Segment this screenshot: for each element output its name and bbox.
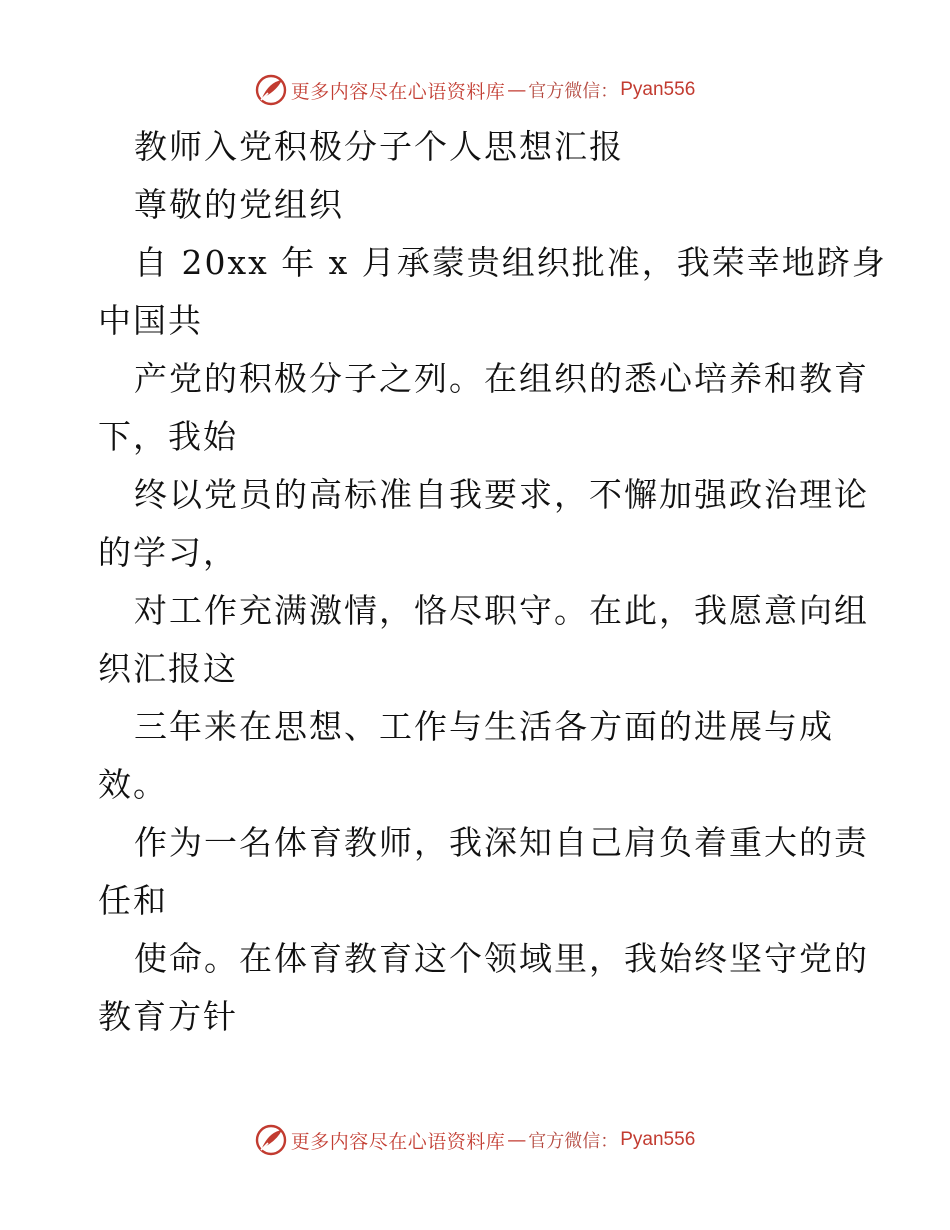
paragraph-line: 教育方针 (98, 997, 238, 1036)
watermark-dash: — (507, 1129, 527, 1151)
paragraph-line: 产党的积极分子之列。在组织的悉心培养和教育 (134, 359, 869, 398)
paragraph-line: 效。 (98, 765, 168, 804)
salutation: 尊敬的党组织 (134, 185, 344, 224)
quill-logo-icon (255, 74, 287, 106)
paragraph-line: 使命。在体育教育这个领域里，我始终坚守党的 (134, 939, 869, 978)
watermark-header (0, 70, 950, 110)
paragraph-line: 的学习， (98, 533, 238, 572)
paragraph-line: 下，我始 (98, 417, 238, 456)
paragraph-line: 对工作充满激情，恪尽职守。在此，我愿意向组 (134, 591, 869, 630)
paragraph-line: 三年来在思想、工作与生活各方面的进展与成 (134, 707, 834, 746)
watermark-footer (0, 1120, 950, 1160)
document-body (98, 118, 887, 1046)
watermark-wechat-id: Pyan556 (620, 79, 696, 100)
watermark-wechat-id: Pyan556 (620, 1129, 696, 1150)
paragraph-line: 任和 (98, 881, 168, 920)
paragraph-line: 中国共 (98, 301, 203, 340)
document-title: 教师入党积极分子个人思想汇报 (134, 127, 624, 166)
watermark-text: 更多内容尽在心语资料库 (290, 80, 506, 103)
watermark-dash: — (507, 79, 527, 101)
paragraph-line: 自 20xx 年 x 月承蒙贵组织批准，我荣幸地跻身 (134, 243, 887, 282)
watermark-official-label: 官方微信： (528, 1131, 619, 1152)
paragraph-line: 终以党员的高标准自我要求，不懈加强政治理论 (134, 475, 869, 514)
paragraph-line: 作为一名体育教师，我深知自己肩负着重大的责 (134, 823, 869, 862)
watermark-official-label: 官方微信： (528, 81, 619, 102)
watermark-text: 更多内容尽在心语资料库 (290, 1130, 506, 1153)
quill-logo-icon (255, 1124, 287, 1156)
paragraph-line: 织汇报这 (98, 649, 238, 688)
